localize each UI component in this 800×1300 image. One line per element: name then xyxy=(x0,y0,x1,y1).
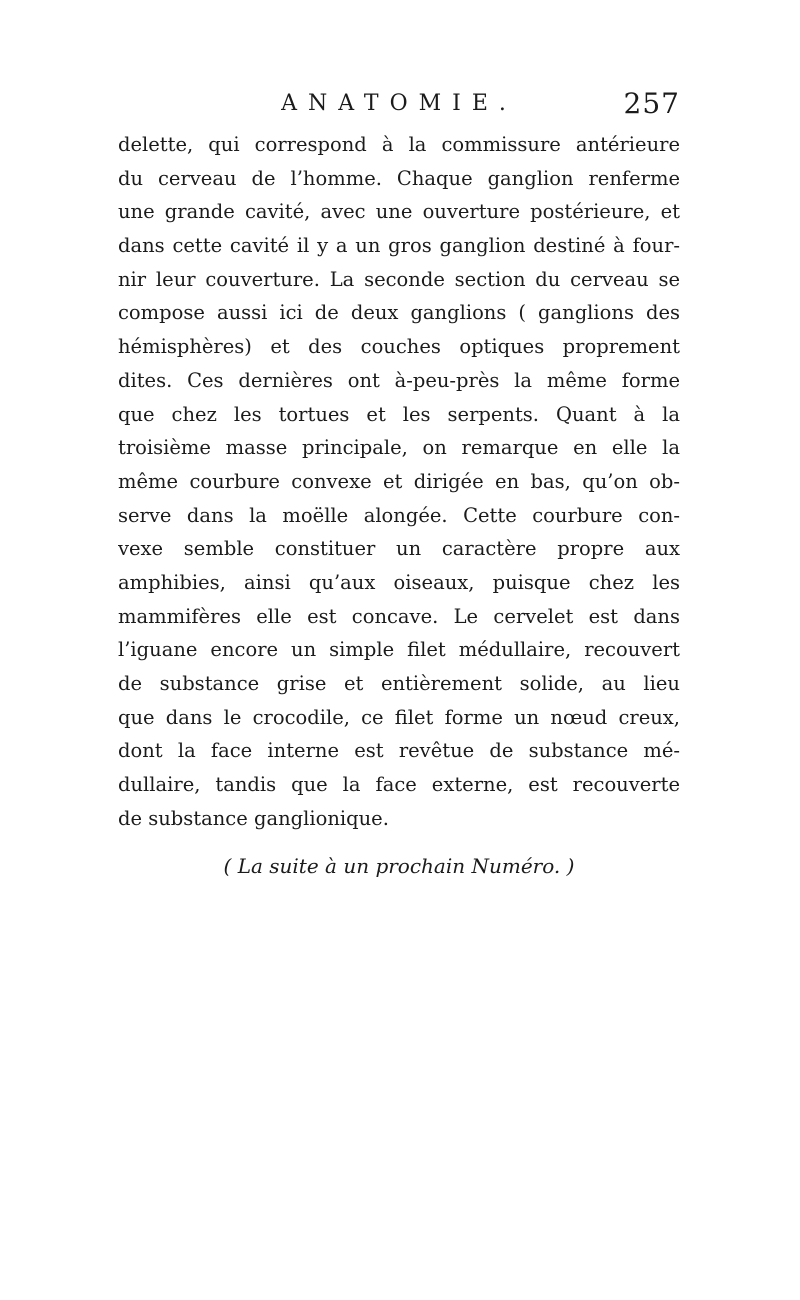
continuation-note: ( La suite à un prochain Numéro. ) xyxy=(223,854,575,878)
text-line: mammifères elle est concave. Le cervelet est dans xyxy=(118,604,680,628)
text-line-last: de substance ganglionique. xyxy=(118,806,389,830)
text-line: que chez les tortues et les serpents. Quant à la xyxy=(118,402,680,426)
running-head xyxy=(118,84,680,124)
text-line: troisième masse principale, on remarque en elle la xyxy=(118,436,680,460)
text-line: dullaire, tandis que la face externe, est recouverte xyxy=(118,773,680,797)
text-line: dont la face interne est revêtue de substance mé- xyxy=(118,739,680,763)
text-line: serve dans la moëlle alongée. Cette courbure con- xyxy=(118,503,680,527)
page-number: 257 xyxy=(623,87,680,120)
running-title: ANATOMIE. xyxy=(281,91,517,116)
text-line: que dans le crocodile, ce filet forme un nœud creux, xyxy=(118,705,680,729)
text-line: nir leur couverture. La seconde section du cerveau se xyxy=(118,267,680,291)
text-line: du cerveau de l’homme. Chaque ganglion renferme xyxy=(118,166,680,190)
text-line: une grande cavité, avec une ouverture postérieure, et xyxy=(118,200,680,224)
text-line: dites. Ces dernières ont à-peu-près la même forme xyxy=(118,368,680,392)
text-line: compose aussi ici de deux ganglions ( ganglions des xyxy=(118,301,680,325)
text-line: vexe semble constituer un caractère propre aux xyxy=(118,537,680,561)
body-text xyxy=(118,128,680,835)
text-line: de substance grise et entièrement solide, au lieu xyxy=(118,672,680,695)
text-line: amphibies, ainsi qu’aux oiseaux, puisque chez les xyxy=(118,570,680,594)
text-line: hémisphères) et des couches optiques proprement xyxy=(118,335,680,359)
text-line: l’iguane encore un simple filet médullaire, recouvert xyxy=(118,638,680,662)
text-line: delette, qui correspond à la commissure antérieure xyxy=(118,133,680,156)
text-line: même courbure convexe et dirigée en bas, qu’on ob- xyxy=(118,469,680,493)
text-line: dans cette cavité il y a un gros ganglion destiné à four- xyxy=(118,234,680,258)
